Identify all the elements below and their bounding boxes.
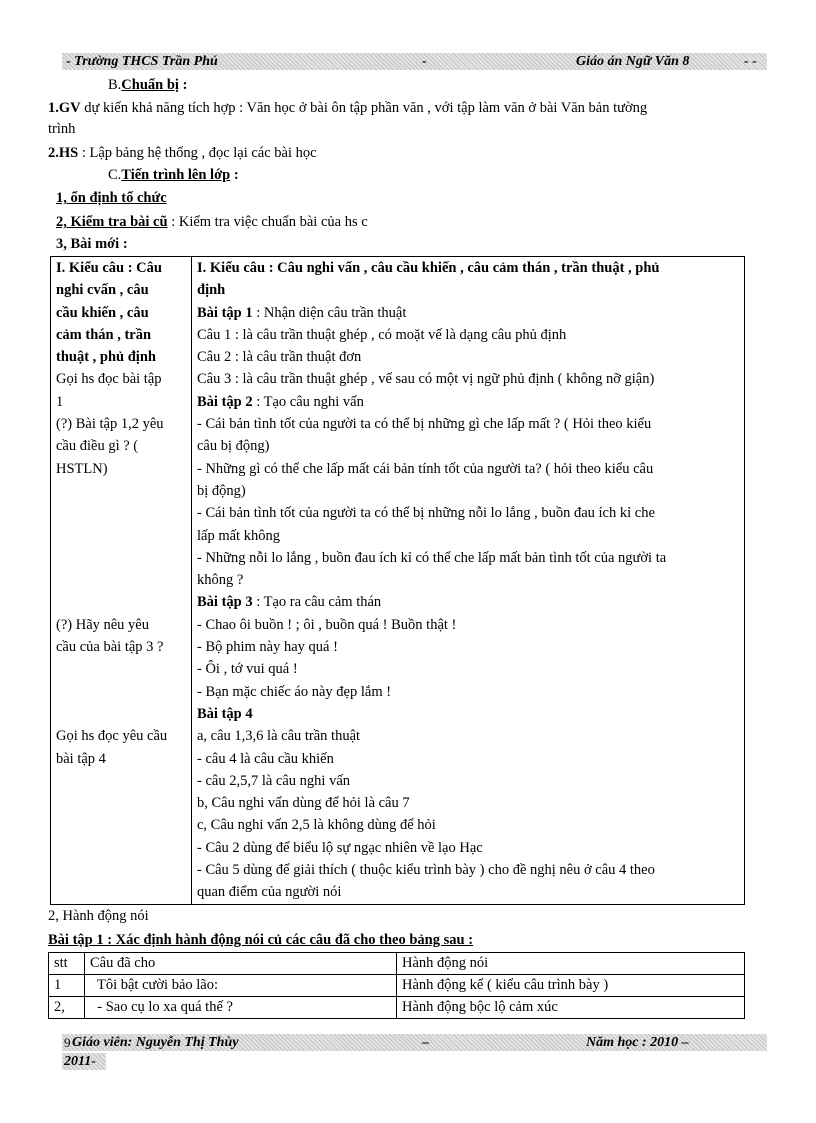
- table-row: [49, 997, 745, 1019]
- process-heading-prefix: C.: [108, 167, 122, 183]
- exercise-1-text: : Nhận diện câu trần thuật: [252, 304, 407, 321]
- exercise-line: - Chao ôi buồn ! ; ôi , buồn quá ! Buồn thật !: [197, 616, 457, 633]
- header-tail: - -: [744, 54, 757, 69]
- header-separator: -: [422, 54, 427, 69]
- section-2-exercise-1: Bài tập 1 : Xác định hành động nói củ các câu đã cho theo bảng sau :: [48, 932, 474, 948]
- left-heading-line: I. Kiểu câu : Câu: [56, 260, 162, 276]
- gv-line-cont: trình: [48, 121, 76, 137]
- exercise-line: - Cái bản tình tốt của người ta có thể bị những nỗi lo lắng , buồn đau ích kỉ che: [197, 505, 655, 522]
- exercise-3-label: Bài tập 3: [197, 594, 253, 611]
- exercise-line: - Ôi , tớ vui quá !: [197, 661, 298, 678]
- process-heading-suffix: :: [230, 167, 239, 183]
- exercise-line: b, Câu nghi vấn dùng để hỏi là câu 7: [197, 795, 410, 812]
- right-heading-line: định: [197, 282, 226, 299]
- right-heading-line: I. Kiểu câu : Câu nghi vấn , câu cầu khiến , câu cảm thán , trần thuật , phủ: [197, 260, 660, 276]
- exercise-1-label: Bài tập 1: [197, 304, 253, 321]
- page-header: [62, 53, 767, 70]
- row-sentence: - Sao cụ lo xa quá thế ?: [85, 997, 397, 1019]
- left-text-line: bài tập 4: [56, 750, 106, 767]
- hs-label: 2.HS: [48, 145, 79, 161]
- row-stt: 2,: [49, 997, 85, 1019]
- left-text-line: cầu của bài tập 3 ?: [56, 639, 164, 656]
- left-text-line: (?) Bài tập 1,2 yêu: [56, 416, 164, 433]
- exercise-3-text: : Tạo ra câu cảm thán: [252, 594, 382, 611]
- teacher-activity-cell: [51, 257, 192, 905]
- exercise-line: - Câu 2 dùng để biểu lộ sự ngạc nhiên về lạo Hạc: [197, 839, 483, 856]
- header-school: - Trường THCS Trần Phú: [66, 54, 218, 69]
- exercise-line: - Bộ phim này hay quá !: [197, 639, 338, 656]
- step-1: 1, ổn định tổ chức: [56, 190, 167, 206]
- row-stt: 1: [49, 975, 85, 997]
- exercise-line: c, Câu nghi vấn 2,5 là không dùng để hỏi: [197, 817, 436, 834]
- table-row: [49, 975, 745, 997]
- prep-heading: [108, 75, 187, 95]
- exercise-line: - Những nỗi lo lắng , buồn đau ích kỉ có thể che lấp mất bản tình tốt của người ta: [197, 549, 667, 566]
- exercise-line: - Bạn mặc chiếc áo này đẹp lắm !: [197, 683, 392, 700]
- row-sentence: Tôi bật cười bảo lão:: [85, 975, 397, 997]
- exercise-line: a, câu 1,3,6 là câu trần thuật: [197, 728, 361, 745]
- process-heading-title: Tiến trình lên lớp: [121, 167, 231, 183]
- gv-line: [48, 98, 647, 118]
- exercise-line: không ?: [197, 572, 244, 589]
- header-subject: Giáo án Ngữ Văn 8: [576, 54, 690, 69]
- section-2-title: 2, Hành động nói: [48, 908, 149, 924]
- left-text-line: HSTLN): [56, 460, 108, 477]
- left-heading-line: nghi cvấn , câu: [56, 282, 149, 299]
- gv-label: 1.GV: [48, 100, 81, 116]
- exercise-line: Câu 3 : là câu trần thuật ghép , vế sau có một vị ngữ phủ định ( không nỡ giận): [197, 371, 655, 388]
- footer-year-end: 2011-: [64, 1054, 96, 1069]
- content-cell: [192, 257, 745, 905]
- left-heading-line: thuật , phủ định: [56, 349, 156, 366]
- left-heading-line: cảm thán , trần: [56, 326, 152, 343]
- left-text-line: Gọi hs đọc bài tập: [56, 371, 162, 388]
- left-heading-line: cầu khiến , câu: [56, 304, 149, 321]
- header-stt: stt: [49, 953, 85, 975]
- exercise-line: - Câu 5 dùng để giải thích ( thuộc kiểu trình bày ) cho đề nghị nêu ở câu 4 theo: [197, 862, 655, 879]
- exercise-line: - câu 2,5,7 là câu nghi vấn: [197, 772, 351, 789]
- prep-heading-title: Chuẩn bị: [121, 77, 179, 93]
- hs-line: [48, 143, 317, 163]
- speech-act-table: [48, 952, 745, 1019]
- exercise-2-title: [197, 391, 739, 413]
- exercise-line: lấp mất không: [197, 527, 280, 544]
- exercise-line: bị động): [197, 482, 246, 499]
- footer-separator: –: [422, 1035, 429, 1050]
- lesson-table-row: [51, 257, 745, 905]
- left-text-line: (?) Hãy nêu yêu: [56, 616, 149, 633]
- process-heading: [108, 165, 239, 185]
- exercise-1-title: [197, 302, 739, 324]
- step-2-text: : Kiểm tra việc chuẩn bài của hs c: [167, 214, 368, 230]
- header-speech-act: Hành động nói: [397, 953, 745, 975]
- step-3: 3, Bài mới :: [56, 236, 128, 252]
- page-number: 9: [64, 1035, 71, 1050]
- row-speech-act: Hành động kể ( kiểu câu trình bày ): [397, 975, 745, 997]
- header-sentence: Câu đã cho: [85, 953, 397, 975]
- prep-heading-prefix: B.: [108, 77, 122, 93]
- step-2: [56, 212, 368, 232]
- gv-text: dự kiến khả năng tích hợp : Văn học ở bài ôn tập phần văn , với tập làm văn ở bài Văn bản tường: [80, 100, 648, 116]
- exercise-line: - Những gì có thể che lấp mất cái bản tính tốt của người ta? ( hỏi theo kiểu câu: [197, 460, 654, 477]
- exercise-line: câu bị động): [197, 438, 270, 455]
- exercise-3-title: [197, 591, 739, 613]
- prep-heading-suffix: :: [178, 77, 188, 93]
- row-speech-act: Hành động bộc lộ cảm xúc: [397, 997, 745, 1019]
- exercise-line: Câu 1 : là câu trần thuật ghép , có moặt vế là dạng câu phủ định: [197, 326, 567, 343]
- exercise-line: Câu 2 : là câu trần thuật đơn: [197, 349, 362, 366]
- hs-text: : Lập bảng hệ thống , đọc lại các bài học: [78, 145, 317, 161]
- left-text-line: Gọi hs đọc yêu cầu: [56, 728, 168, 745]
- table-header-row: [49, 953, 745, 975]
- left-text-line: cầu điều gì ? (: [56, 438, 139, 455]
- footer-teacher: Giáo viên: Nguyễn Thị Thùy: [72, 1035, 239, 1050]
- exercise-line: - Cái bản tình tốt của người ta có thể bị những gì che lấp mất ? ( Hỏi theo kiểu: [197, 416, 652, 433]
- step-2-label: 2, Kiểm tra bài cũ: [56, 214, 168, 230]
- left-text-line: 1: [56, 393, 64, 410]
- footer-year: Năm học : 2010 –: [586, 1035, 689, 1050]
- exercise-line: quan điểm của người nói: [197, 884, 342, 901]
- exercise-line: - câu 4 là câu cầu khiến: [197, 750, 334, 767]
- exercise-4-label: Bài tập 4: [197, 705, 253, 722]
- lesson-table: [50, 256, 745, 905]
- exercise-2-text: : Tạo câu nghi vấn: [252, 393, 364, 410]
- exercise-2-label: Bài tập 2: [197, 393, 253, 410]
